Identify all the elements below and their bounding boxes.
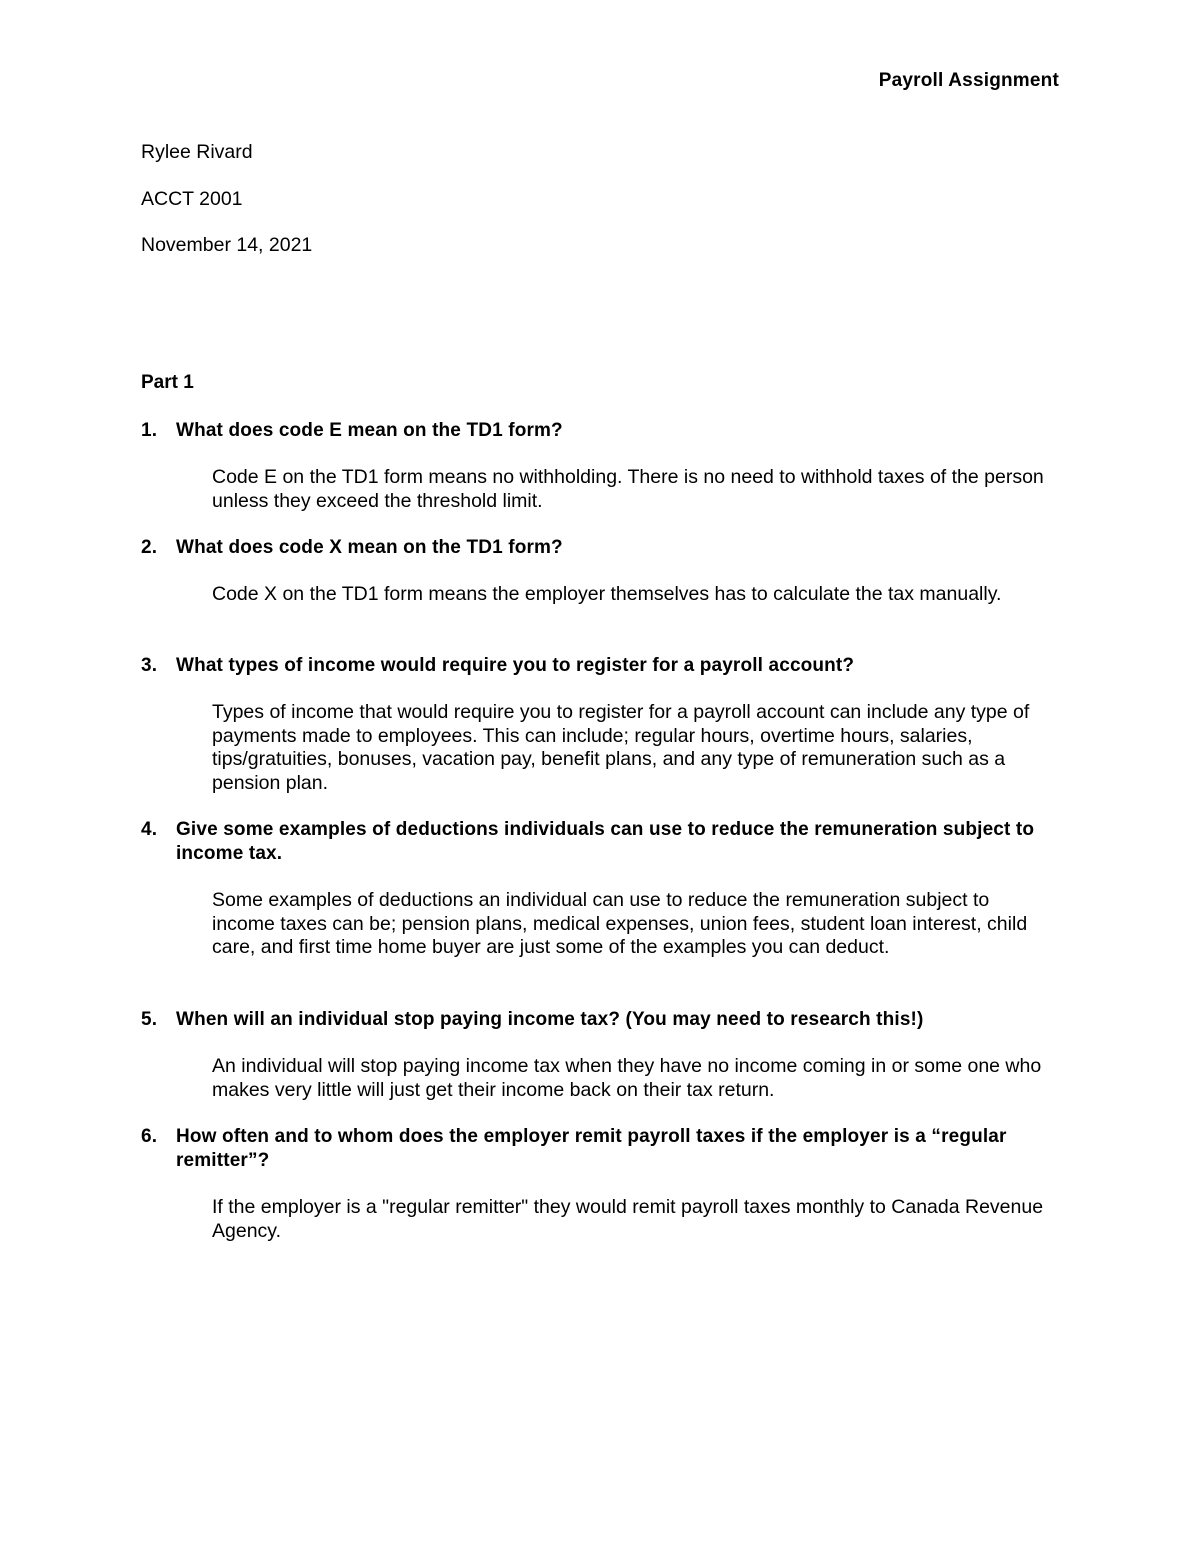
question-5 xyxy=(141,1008,1061,1032)
course-code: ACCT 2001 xyxy=(141,188,243,210)
question-number: 1. xyxy=(141,420,158,441)
question-text: How often and to whom does the employer remit payroll taxes if the employer is a “regular remitter”? xyxy=(176,1126,1007,1171)
question-number: 2. xyxy=(141,537,158,558)
answer-1: Code E on the TD1 form means no withholding. There is no need to withhold taxes of the person unless they exceed the threshold limit. xyxy=(212,466,1044,512)
question-text: What does code E mean on the TD1 form? xyxy=(176,420,563,441)
question-block-3 xyxy=(141,654,1061,795)
answer-4: Some examples of deductions an individual can use to reduce the remuneration subject to income taxes can be; pension plans, medical expenses, union fees, student loan interest, child care, and first time home buyer are just some of the examples you can deduct. xyxy=(212,889,1028,958)
question-block-4 xyxy=(141,818,1061,960)
answer-2: Code X on the TD1 form means the employer themselves has to calculate the tax manually. xyxy=(212,583,1002,605)
question-number: 4. xyxy=(141,819,158,840)
question-block-2 xyxy=(141,536,1061,607)
question-text: Give some examples of deductions individuals can use to reduce the remuneration subject to income tax. xyxy=(176,819,1035,864)
question-block-5 xyxy=(141,1008,1061,1102)
answer-3: Types of income that would require you to register for a payroll account can include any type of payments made to employees. This can include; regular hours, overtime hours, salaries, tips/gratuities, bonuses, vacation pay, benefit plans, and any type of remuneration such as a pension plan. xyxy=(212,701,1030,794)
answer-6: If the employer is a "regular remitter" they would remit payroll taxes monthly to Canada Revenue Agency. xyxy=(212,1196,1044,1242)
submission-date: November 14, 2021 xyxy=(141,234,313,256)
question-number: 3. xyxy=(141,655,158,676)
question-text: When will an individual stop paying income tax? (You may need to research this!) xyxy=(176,1009,924,1030)
question-block-1 xyxy=(141,419,1061,513)
question-2 xyxy=(141,536,1061,560)
question-block-6 xyxy=(141,1125,1061,1243)
question-number: 6. xyxy=(141,1126,158,1147)
question-text: What types of income would require you to register for a payroll account? xyxy=(176,655,855,676)
question-1 xyxy=(141,419,1061,443)
question-3 xyxy=(141,654,1061,678)
question-text: What does code X mean on the TD1 form? xyxy=(176,537,563,558)
question-number: 5. xyxy=(141,1009,158,1030)
question-4 xyxy=(141,818,1061,866)
answer-5: An individual will stop paying income tax when they have no income coming in or some one who makes very little will just get their income back on their tax return. xyxy=(212,1055,1042,1101)
document-header-title: Payroll Assignment xyxy=(878,70,1059,91)
part-title: Part 1 xyxy=(141,372,194,393)
student-name: Rylee Rivard xyxy=(141,141,253,163)
question-6 xyxy=(141,1125,1061,1173)
